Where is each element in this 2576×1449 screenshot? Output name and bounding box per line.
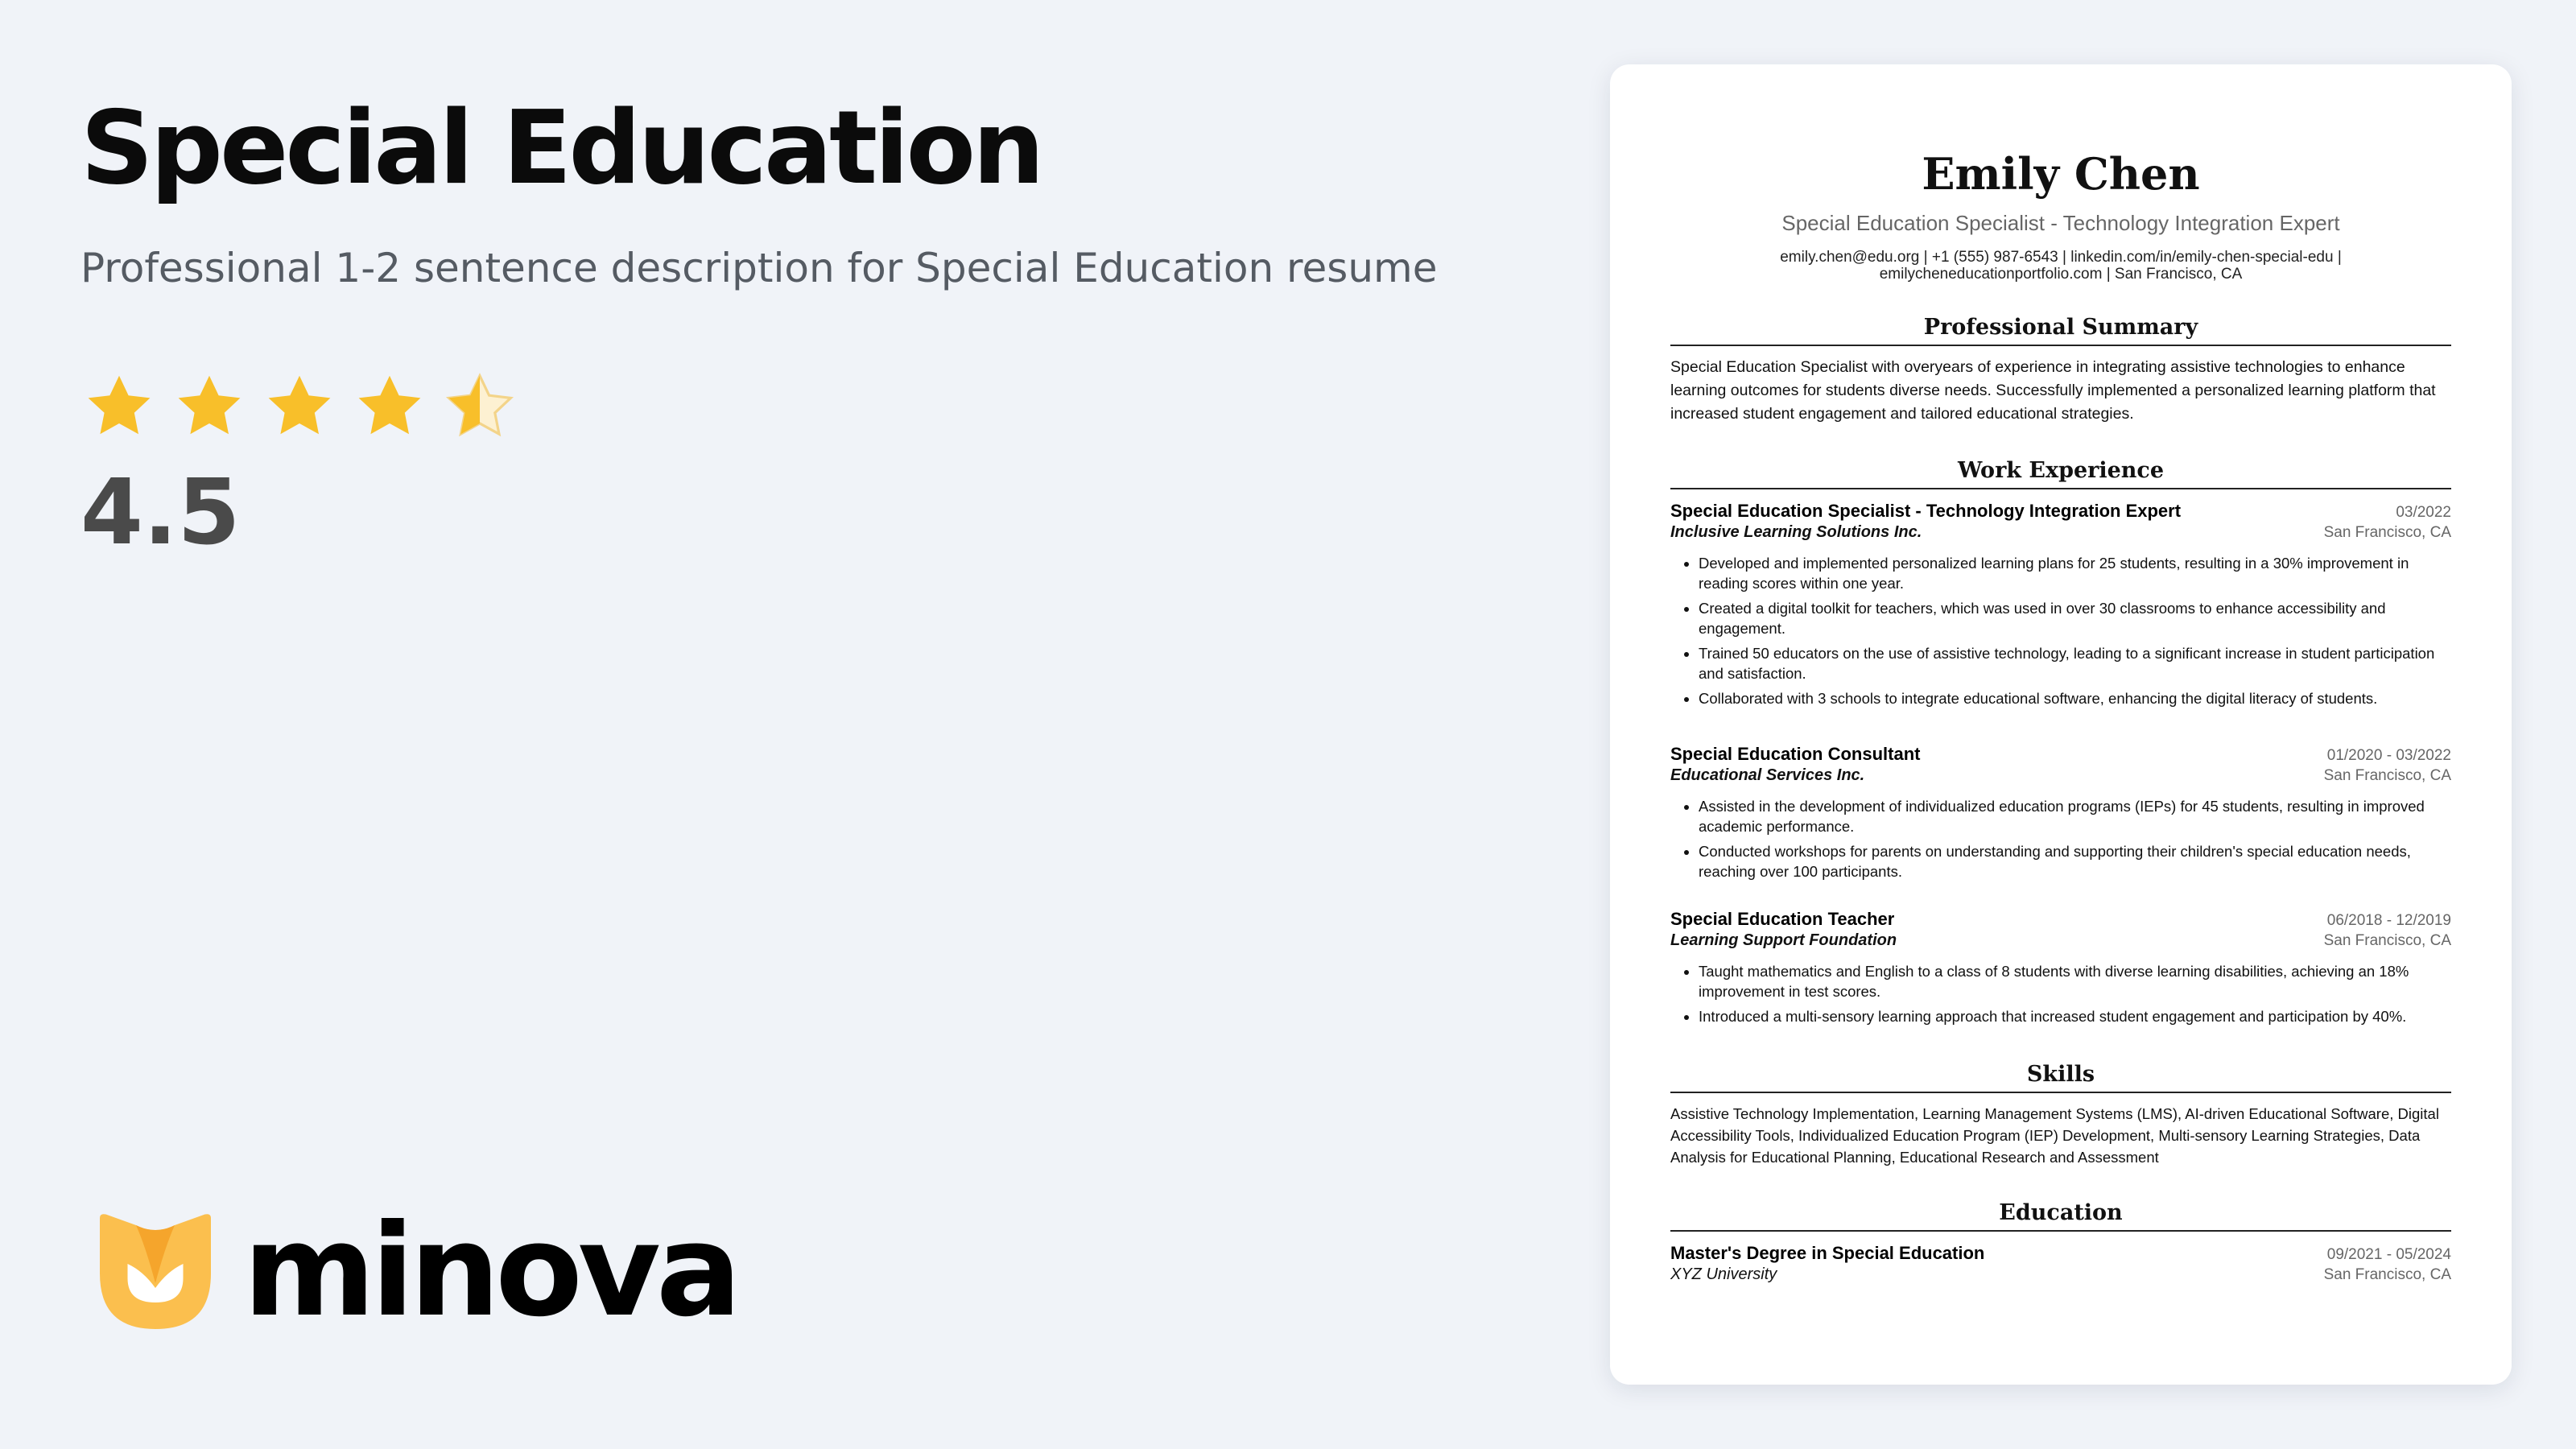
star-rating	[80, 369, 518, 446]
job-date: 06/2018 - 12/2019	[2326, 912, 2451, 929]
job-bullet: • Conducted workshops for parents on understanding and supporting their children's special education needs, reaching over 100 participants.	[1699, 841, 2451, 881]
job-company: Learning Support Foundation	[1670, 931, 1897, 949]
section-title-experience: Work Experience	[1670, 458, 2451, 489]
page-title: Special Education	[80, 89, 1042, 207]
education-school: XYZ University	[1670, 1265, 1777, 1283]
half-star-icon	[441, 369, 518, 446]
job-company: Inclusive Learning Solutions Inc.	[1670, 523, 1922, 541]
job-bullet: • Collaborated with 3 schools to integrate educational software, enhancing the digital literacy of students.	[1699, 688, 2451, 708]
section-title-education: Education	[1670, 1200, 2451, 1232]
job-bullet: • Assisted in the development of individualized education programs (IEPs) for 45 students, resulting in improved academic performance.	[1699, 796, 2451, 836]
resume-contact: emily.chen@edu.org | +1 (555) 987-6543 | linkedin.com/in/emily-chen-special-edu | emilycheneducationportfolio.com | San Francisco, CA	[1780, 249, 2342, 283]
brand	[95, 1197, 737, 1345]
resume-name: Emily Chen	[1922, 148, 2200, 200]
section-title-skills: Skills	[1670, 1062, 2451, 1093]
hero-panel	[80, 0, 1530, 1449]
job-bullet: • Trained 50 educators on the use of assistive technology, leading to a significant increase in student participation and satisfaction.	[1699, 643, 2451, 683]
job-location: San Francisco, CA	[2323, 767, 2451, 784]
star-icon	[351, 369, 428, 446]
job-title: Special Education Teacher	[1670, 909, 1895, 929]
education-date: 09/2021 - 05/2024	[2326, 1246, 2451, 1263]
rating-value: 4.5	[80, 460, 241, 565]
brand-name: minova	[243, 1197, 737, 1345]
star-icon	[80, 369, 158, 446]
resume-card	[1610, 64, 2512, 1385]
education-location: San Francisco, CA	[2323, 1266, 2451, 1283]
job-bullets	[1670, 553, 2451, 708]
job-entry	[1670, 909, 2451, 1026]
job-location: San Francisco, CA	[2323, 932, 2451, 949]
resume-role: Special Education Specialist - Technology Integration Expert	[1781, 211, 2340, 235]
job-date: 03/2022	[2396, 504, 2451, 521]
education-entry	[1670, 1243, 2451, 1284]
job-bullets	[1670, 796, 2451, 881]
resume	[1670, 64, 2451, 1284]
job-company: Educational Services Inc.	[1670, 766, 1865, 784]
minova-logo-icon	[95, 1211, 216, 1331]
page-description: Professional 1-2 sentence description for Special Education resume	[80, 245, 1438, 291]
job-date: 01/2020 - 03/2022	[2326, 747, 2451, 764]
skills-text: Assistive Technology Implementation, Learning Management Systems (LMS), AI-driven Educational Software, Digital Accessibility Tools, Individualized Education Program (IEP) Development, Multi-sensory Learning Strategies, Data Analysis for Educational Planning, Educational Research and Assessment	[1670, 1105, 2439, 1166]
star-icon	[261, 369, 338, 446]
job-bullet: • Taught mathematics and English to a class of 8 students with diverse learning disabilities, achieving an 18% improvement in test scores.	[1699, 961, 2451, 1001]
job-bullet: • Developed and implemented personalized learning plans for 25 students, resulting in a 30% improvement in reading scores within one year.	[1699, 553, 2451, 593]
job-entry	[1670, 501, 2451, 708]
section-title-summary: Professional Summary	[1670, 315, 2451, 346]
star-icon	[171, 369, 248, 446]
job-entry	[1670, 744, 2451, 881]
job-bullet: • Introduced a multi-sensory learning approach that increased student engagement and participation by 40%.	[1699, 1006, 2451, 1026]
summary-text: Special Education Specialist with overyears of experience in integrating assistive technologies to enhance learning outcomes for students diverse needs. Successfully implemented a personalized learning platform that increased student engagement and tailored educational strategies.	[1670, 358, 2436, 423]
job-bullet: • Created a digital toolkit for teachers, which was used in over 30 classrooms to enhance accessibility and engagement.	[1699, 598, 2451, 638]
education-degree: Master's Degree in Special Education	[1670, 1243, 1985, 1263]
job-bullets	[1670, 961, 2451, 1026]
job-location: San Francisco, CA	[2323, 524, 2451, 541]
job-title: Special Education Specialist - Technology Integration Expert	[1670, 501, 2182, 521]
job-title: Special Education Consultant	[1670, 744, 1921, 764]
